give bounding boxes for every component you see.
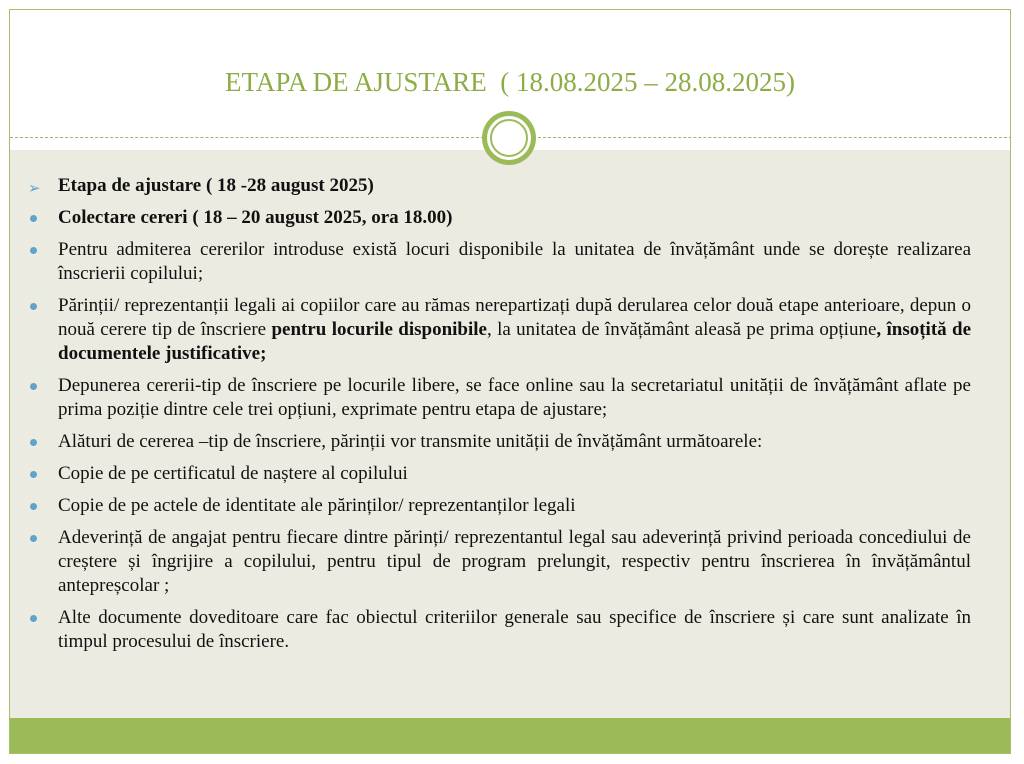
item-text: Alături de cererea –tip de înscriere, părinții vor transmite unității de învățământ următoarele: — [58, 431, 763, 452]
item-text: Depunerea cererii-tip de înscriere pe locurile libere, se face online sau la secretariatul unității de învățământ aflate pe prima poziție dintre cele trei opțiuni, exprimate pentru etapa de ajustare; — [58, 375, 971, 420]
circle-ornament-ring — [490, 119, 528, 157]
list-item — [28, 174, 971, 198]
dot-bullet-icon — [27, 462, 41, 486]
list-item — [58, 238, 971, 286]
bullet-list — [0, 174, 1024, 662]
circle-ornament-icon — [482, 111, 536, 165]
dot-bullet-icon — [27, 430, 41, 454]
item-text: Copie de pe certificatul de naștere al copilului — [58, 463, 408, 484]
dot-bullet-icon — [27, 526, 41, 550]
footer-bar — [10, 718, 1010, 754]
list-item — [58, 374, 971, 422]
item-text: Părinții/ reprezentanții legali ai copiilor care au rămas nerepartizați după derularea celor două etape anterioare, depun o nouă cerere tip de înscriere — [58, 295, 971, 340]
item-text: Pentru admiterea cererilor introduse există locuri disponibile la unitatea de învățământ unde se dorește realizarea înscrierii copilului; — [58, 239, 971, 284]
list-item — [58, 462, 971, 486]
dot-bullet-icon — [27, 606, 41, 630]
item-text: Copie de pe actele de identitate ale părinților/ reprezentanților legali — [58, 495, 576, 516]
dot-bullet-icon — [27, 494, 41, 518]
item-text: Etapa de ajustare ( 18 -28 august 2025) — [58, 175, 374, 196]
item-text: Adeverință de angajat pentru fiecare dintre părinți/ reprezentantul legal sau adeverință privind perioada concediului de creștere și îngrijire a copilului, pentru tipul de program prelungit, respectiv pentru înscrierea în învățământul antepreșcolar ; — [58, 527, 971, 596]
dot-bullet-icon — [27, 374, 41, 398]
list-item — [58, 206, 971, 230]
item-text: Alte documente doveditoare care fac obiectul criteriilor generale sau specifice de înscriere și care sunt analizate în timpul procesului de înscriere. — [58, 607, 971, 652]
item-text-bold: pentru locurile disponibile — [271, 319, 487, 340]
circle-ornament-inner — [487, 116, 531, 160]
list-item — [58, 294, 971, 366]
dot-bullet-icon — [27, 206, 41, 230]
slide-title: ETAPA DE AJUSTARE ( 18.08.2025 – 28.08.2025) — [225, 67, 795, 97]
list-item — [58, 526, 971, 598]
list-item — [58, 430, 971, 454]
list-item — [58, 494, 971, 518]
arrow-bullet-icon: ➢ — [28, 179, 41, 197]
item-text: Colectare cereri ( 18 – 20 august 2025, ora 18.00) — [58, 207, 453, 228]
item-text: , la unitatea de învățământ aleasă pe prima opțiune — [486, 319, 877, 340]
divider-line-left — [10, 137, 484, 138]
divider-line-right — [538, 137, 1011, 138]
item-text-bold: , însoțită de documentele justificative; — [58, 319, 971, 364]
dot-bullet-icon — [27, 294, 41, 318]
list-item — [58, 606, 971, 654]
dot-bullet-icon — [27, 238, 41, 262]
